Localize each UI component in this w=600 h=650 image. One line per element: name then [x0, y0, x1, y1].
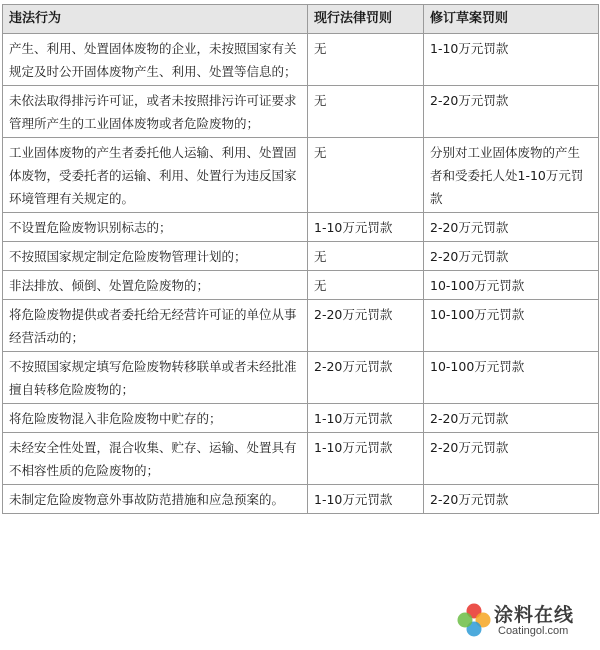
watermark-domain: Coatingol.com: [498, 625, 569, 637]
table-row: [3, 433, 599, 485]
violation-cell: 产生、利用、处置固体废物的企业，未按照国家有关规定及时公开固体废物产生、利用、处置等信息的；: [3, 34, 308, 86]
header-violation: 违法行为: [3, 5, 308, 34]
violation-cell: 工业固体废物的产生者委托他人运输、利用、处置固体废物，受委托者的运输、利用、处置行为违反国家环境管理有关规定的。: [3, 138, 308, 213]
current-penalty-cell: 1-10万元罚款: [308, 213, 424, 242]
table-header-row: [3, 5, 599, 34]
draft-penalty-cell: 2-20万元罚款: [424, 433, 599, 485]
current-penalty-cell: 无: [308, 242, 424, 271]
table-row: [3, 138, 599, 213]
current-penalty-cell: 1-10万元罚款: [308, 485, 424, 514]
draft-penalty-cell: 分别对工业固体废物的产生者和受委托人处1-10万元罚款: [424, 138, 599, 213]
draft-penalty-cell: 2-20万元罚款: [424, 404, 599, 433]
current-penalty-cell: 2-20万元罚款: [308, 352, 424, 404]
header-draft-revision: 修订草案罚则: [424, 5, 599, 34]
table-row: [3, 271, 599, 300]
table-row: [3, 86, 599, 138]
table-row: [3, 213, 599, 242]
draft-penalty-cell: 10-100万元罚款: [424, 271, 599, 300]
pinwheel-logo-icon: [456, 602, 492, 638]
draft-penalty-cell: 2-20万元罚款: [424, 213, 599, 242]
draft-penalty-cell: 2-20万元罚款: [424, 485, 599, 514]
pinwheel-petal-green: [458, 613, 473, 628]
table-row: [3, 485, 599, 514]
current-penalty-cell: 无: [308, 86, 424, 138]
header-current-law: 现行法律罚则: [308, 5, 424, 34]
violation-cell: 非法排放、倾倒、处置危险废物的；: [3, 271, 308, 300]
violation-cell: 未经安全性处置，混合收集、贮存、运输、处置具有不相容性质的危险废物的；: [3, 433, 308, 485]
site-watermark: [454, 598, 594, 642]
current-penalty-cell: 无: [308, 138, 424, 213]
table-row: [3, 404, 599, 433]
current-penalty-cell: 无: [308, 271, 424, 300]
draft-penalty-cell: 2-20万元罚款: [424, 242, 599, 271]
violation-cell: 不按照国家规定制定危险废物管理计划的；: [3, 242, 308, 271]
violation-cell: 未依法取得排污许可证，或者未按照排污许可证要求管理所产生的工业固体废物或者危险废物的；: [3, 86, 308, 138]
violation-cell: 不按照国家规定填写危险废物转移联单或者未经批准擅自转移危险废物的；: [3, 352, 308, 404]
watermark-site-name: 涂料在线: [494, 604, 575, 626]
violation-cell: 将危险废物提供或者委托给无经营许可证的单位从事经营活动的；: [3, 300, 308, 352]
table-row: [3, 34, 599, 86]
table-row: [3, 242, 599, 271]
current-penalty-cell: 1-10万元罚款: [308, 404, 424, 433]
draft-penalty-cell: 10-100万元罚款: [424, 300, 599, 352]
current-penalty-cell: 无: [308, 34, 424, 86]
violation-cell: 将危险废物混入非危险废物中贮存的；: [3, 404, 308, 433]
table-row: [3, 352, 599, 404]
current-penalty-cell: 2-20万元罚款: [308, 300, 424, 352]
penalty-comparison-table: [2, 4, 599, 514]
current-penalty-cell: 1-10万元罚款: [308, 433, 424, 485]
violation-cell: 不设置危险废物识别标志的；: [3, 213, 308, 242]
table-row: [3, 300, 599, 352]
draft-penalty-cell: 2-20万元罚款: [424, 86, 599, 138]
draft-penalty-cell: 1-10万元罚款: [424, 34, 599, 86]
violation-cell: 未制定危险废物意外事故防范措施和应急预案的。: [3, 485, 308, 514]
draft-penalty-cell: 10-100万元罚款: [424, 352, 599, 404]
